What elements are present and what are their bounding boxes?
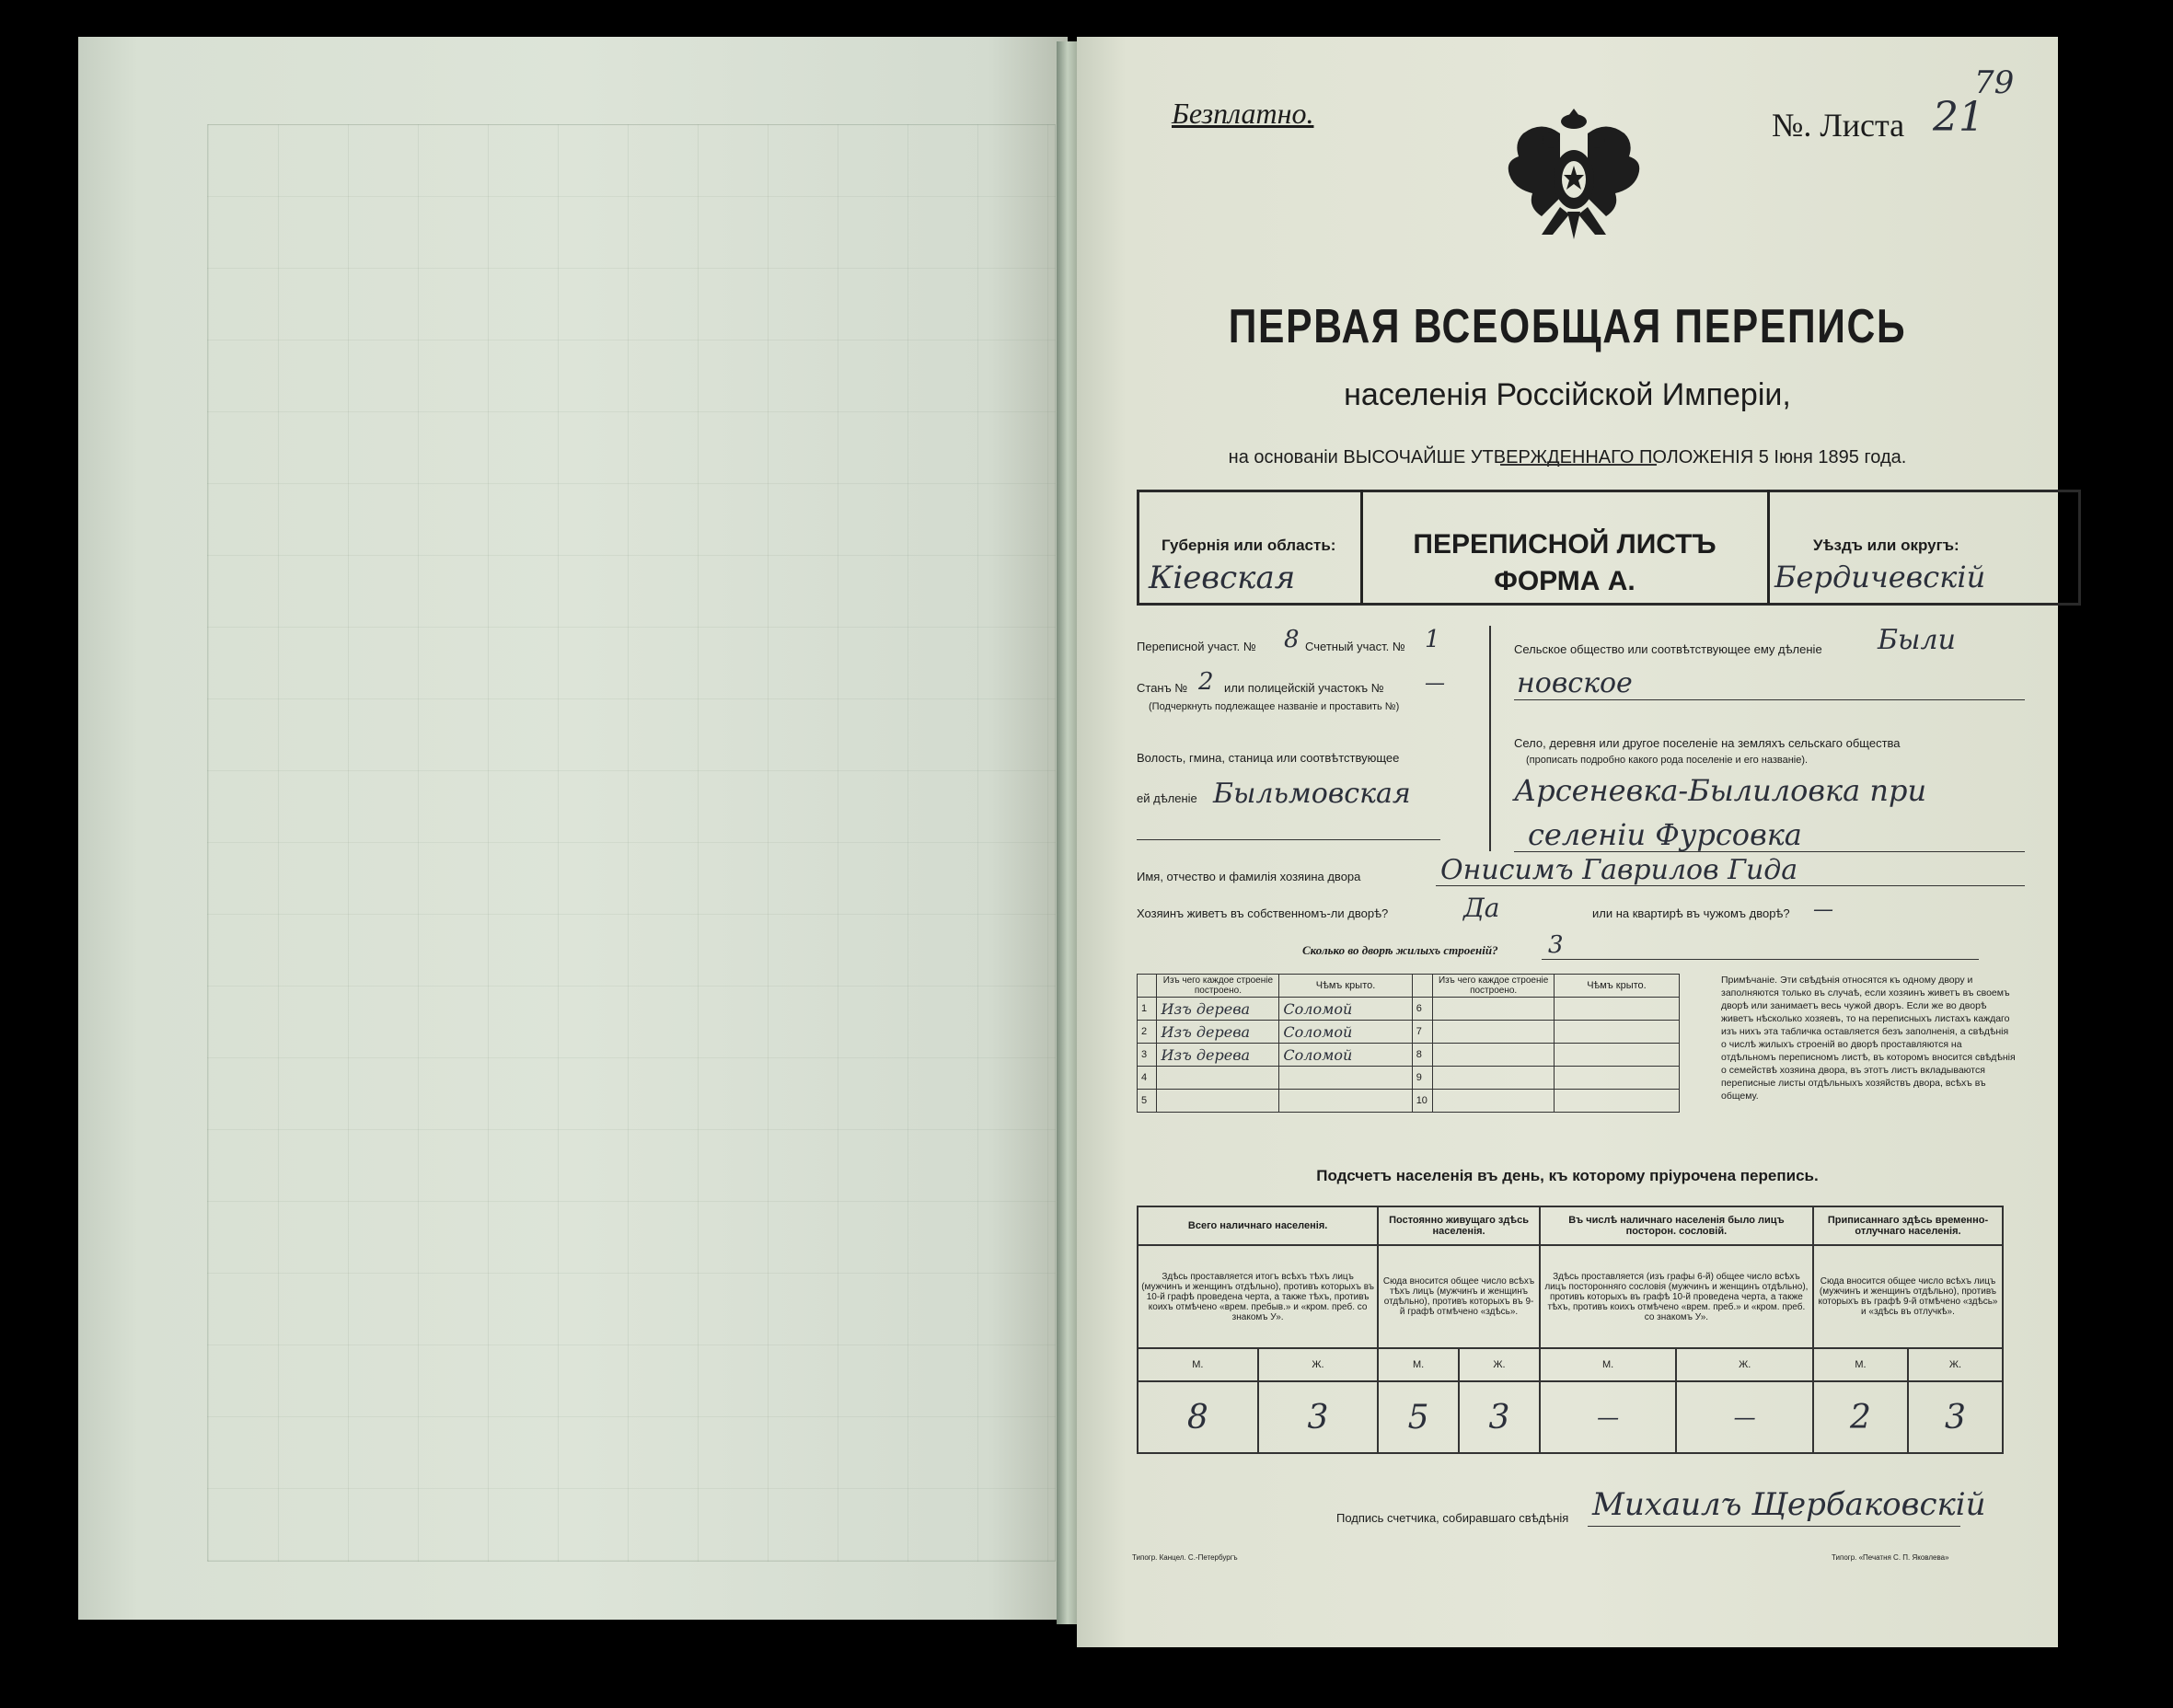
group-3-title: Въ числѣ наличнаго населенія было лицъ посторон. сословій.: [1540, 1206, 1813, 1245]
rural-society-value-2: новское: [1517, 667, 1633, 699]
census-legal-basis: на основаніи ВЫСОЧАЙШЕ УТВЕРЖДЕННАГО ПОЛОЖЕНІЯ 5 Іюня 1895 года.: [1228, 447, 1907, 467]
group-3-desc: Здѣсь проставляется (изъ графы 6-й) общее число всѣхъ лицъ посторонняго сословія (мужчинъ и женщинъ отдѣльно), противъ которыхъ въ графѣ 10-й проведена черта, а также тѣхъ, противъ коихъ отмѣчено «врем. преб.» и «кром. преб. со знакомъ У».: [1540, 1245, 1813, 1348]
f-header: Ж.: [1459, 1348, 1540, 1381]
rural-society-value-1: Были: [1878, 624, 1956, 656]
double-headed-eagle-emblem-icon: [1505, 101, 1643, 248]
count-section-value: 1: [1425, 626, 1440, 653]
village-label: Село, деревня или другое поселеніе на земляхъ сельскаго общества: [1514, 736, 1901, 750]
census-section-label: Переписной участ. №: [1137, 640, 1256, 653]
group-3-female: —: [1676, 1381, 1813, 1453]
table-row: 5 10: [1138, 1090, 1680, 1113]
village-value-1: Арсеневка-Былиловка при: [1514, 773, 1927, 808]
f-header: Ж.: [1908, 1348, 2003, 1381]
census-subtitle: населенія Россійской Имперіи,: [1344, 377, 1791, 412]
group-4-title: Приписаннаго здѣсь временно-отлучнаго населенія.: [1813, 1206, 2003, 1245]
table-row: 1 Изъ дерева Соломой 6: [1138, 998, 1680, 1021]
group-4-male: 2: [1813, 1381, 1908, 1453]
rural-society-label: Сельское общество или соотвѣтствующее ему дѣленіе: [1514, 642, 1822, 656]
police-section-value: —: [1425, 672, 1445, 695]
province-value: Кіевская: [1149, 560, 1296, 596]
ornamental-divider: [1500, 464, 1657, 466]
form-title-line-2: ФОРМА А.: [1494, 566, 1636, 596]
col-roof-header-right: Чѣмъ крыто.: [1554, 975, 1679, 998]
left-page-bleed-grid: [207, 124, 1056, 1562]
group-3-male: —: [1540, 1381, 1677, 1453]
group-1-desc: Здѣсь проставляется итогъ всѣхъ тѣхъ лицъ (мужчинъ и женщинъ отдѣльно), противъ которыхъ въ 10-й графѣ проведена черта, а также тѣхъ, противъ коихъ отмѣчено «врем. пребыв.» и «кром. преб. со знакомъ У».: [1138, 1245, 1378, 1348]
f-header: Ж.: [1676, 1348, 1813, 1381]
group-2-male: 5: [1378, 1381, 1459, 1453]
m-header: М.: [1813, 1348, 1908, 1381]
rented-house-answer: —: [1813, 898, 1833, 921]
buildings-count-value: 3: [1548, 931, 1564, 959]
printer-imprint-left: Типогр. Канцел. С.-Петербургъ: [1132, 1553, 1238, 1562]
buildings-count-question: Сколько во дворѣ жилыхъ строеній?: [1302, 943, 1498, 957]
volost-label-1: Волость, гмина, станица или соотвѣтствующее: [1137, 751, 1400, 765]
table-row: 2 Изъ дерева Соломой 7: [1138, 1021, 1680, 1044]
own-house-answer: Да: [1463, 893, 1500, 923]
enumerator-signature-label: Подпись счетчика, собиравшаго свѣдѣнія: [1336, 1511, 1569, 1525]
village-value-2: селеніи Фурсовка: [1528, 817, 1802, 852]
group-4-desc: Сюда вносится общее число всѣхъ лицъ (мужчинъ и женщинъ отдѣльно), противъ которыхъ въ графѣ 9-й отмѣчено «здѣсь» и «здѣсь въ отлучкѣ».: [1813, 1245, 2003, 1348]
census-form-page: [1077, 37, 2058, 1647]
sheet-number-label: №. Листа: [1772, 107, 1905, 144]
group-1-male: 8: [1138, 1381, 1258, 1453]
f-header: Ж.: [1258, 1348, 1379, 1381]
police-section-label: или полицейскій участокъ №: [1224, 681, 1384, 695]
table-row: 4 9: [1138, 1067, 1680, 1090]
m-header: М.: [1378, 1348, 1459, 1381]
population-table: [1137, 1206, 2004, 1454]
census-section-value: 8: [1284, 626, 1300, 653]
col-material-header-right: Изъ чего каждое строеніе построено.: [1433, 975, 1555, 998]
own-house-question: Хозяинъ живетъ въ собственномъ-ли дворѣ?: [1137, 906, 1389, 920]
volost-label-2: ей дѣленіе: [1137, 791, 1197, 805]
sheet-number-value: 21: [1933, 94, 1984, 141]
m-header: М.: [1540, 1348, 1677, 1381]
m-header: М.: [1138, 1348, 1258, 1381]
table-row: 3 Изъ дерева Соломой 8: [1138, 1044, 1680, 1067]
printer-imprint-right: Типогр. «Печатня С. П. Яковлева»: [1832, 1553, 1949, 1562]
group-1-title: Всего наличнаго населенія.: [1138, 1206, 1378, 1245]
stan-label: Станъ №: [1137, 681, 1188, 695]
enumerator-signature: Михаилъ Щербаковскій: [1592, 1486, 1986, 1523]
count-section-label: Счетный участ. №: [1305, 640, 1405, 653]
district-value: Бердичевскій: [1774, 560, 1986, 594]
form-title-line-1: ПЕРЕПИСНОЙ ЛИСТЪ: [1413, 529, 1716, 560]
archive-folio-mark: 79: [1974, 64, 2015, 101]
group-1-female: 3: [1258, 1381, 1379, 1453]
district-label: Уѣздъ или округъ:: [1813, 537, 1959, 554]
group-4-female: 3: [1908, 1381, 2003, 1453]
rented-house-question: или на квартирѣ въ чужомъ дворѣ?: [1592, 906, 1790, 920]
household-owner-label: Имя, отчество и фамилія хозяина двора: [1137, 870, 1361, 883]
village-instruction: (прописать подробно какого рода поселеніе и его названіе).: [1526, 755, 1809, 766]
group-2-title: Постоянно живущаго здѣсь населенія.: [1378, 1206, 1540, 1245]
fields-divider: [1489, 626, 1491, 851]
underline-instruction: (Подчеркнуть подлежащее названіе и проставить №): [1149, 701, 1400, 712]
col-material-header: Изъ чего каждое строеніе построено.: [1157, 975, 1279, 998]
group-2-desc: Сюда вносится общее число всѣхъ тѣхъ лицъ (мужчинъ и женщинъ отдѣльно), противъ которыхъ въ 9-й графѣ отмѣчено «здѣсь».: [1378, 1245, 1540, 1348]
buildings-note: Примѣчаніе. Эти свѣдѣнія относятся къ одному двору и заполняются только въ случаѣ, если хозяинъ живетъ въ своемъ дворѣ или занимаетъ весь чужой дворъ. Если же во дворѣ живетъ нѣсколько хозяевъ, то на переписныхъ листахъ каждаго изъ нихъ эта табличка оставляется безъ заполненія, а свѣдѣнія о числѣ жилыхъ строеній во дворѣ проставляются на отдѣльномъ переписномъ листѣ, въ которомъ вносится свѣдѣнія о семействѣ хозяина двора, въ этотъ листъ вкладываются переписные листы отдѣльныхъ хозяйствъ двора, всѣхъ въ общему.: [1721, 975, 2016, 1102]
buildings-table: [1137, 974, 1680, 1113]
left-page-blank: [78, 37, 1068, 1620]
group-2-female: 3: [1459, 1381, 1540, 1453]
household-owner-value: Онисимъ Гаврилов Гида: [1440, 854, 1798, 886]
census-main-title: ПЕРВАЯ ВСЕОБЩАЯ ПЕРЕПИСЬ: [1228, 300, 1907, 353]
col-roof-header: Чѣмъ крыто.: [1279, 975, 1412, 998]
stan-value: 2: [1198, 668, 1214, 696]
province-label: Губернія или область:: [1162, 537, 1336, 554]
population-heading: Подсчетъ населенія въ день, къ которому пріурочена перепись.: [1316, 1167, 1819, 1184]
free-of-charge-note: Безплатно.: [1172, 97, 1314, 130]
volost-value: Быльмовская: [1213, 778, 1411, 810]
